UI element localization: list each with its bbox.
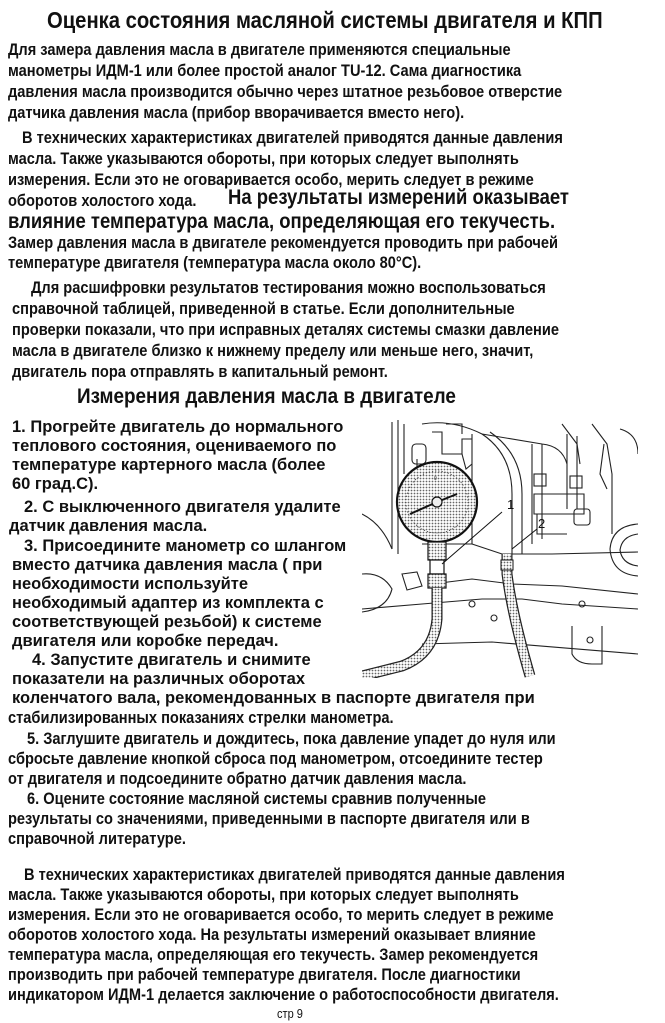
decode-line: двигатель пора отправлять в капитальный ремонт. xyxy=(12,362,388,381)
step-line: 5. Заглушите двигатель и дождитесь, пока давление упадет до нуля или xyxy=(27,729,556,748)
pressure-gauge xyxy=(397,462,477,542)
step-line: вместо датчика давления масла ( при xyxy=(12,556,323,574)
svg-text:0: 0 xyxy=(434,476,437,482)
decode-line: проверки показали, что при исправных деталях системы смазки давление xyxy=(12,320,559,339)
outro-line: оборотов холостого хода. На результаты измерений оказывает влияние xyxy=(8,925,536,944)
outro-line: В технических характеристиках двигателей приводятся данные давления xyxy=(24,865,565,884)
step-line: 6. Оцените состояние масляной системы сравнив полученные xyxy=(27,789,486,808)
step-line: температуре картерного масла (более xyxy=(12,456,326,474)
callout-label-2: 2 xyxy=(538,516,546,531)
callout-label-1: 1 xyxy=(507,497,515,512)
outro-line: производить при рабочей температуре двигателя. После диагностики xyxy=(8,965,521,984)
step-line: справочной литературе. xyxy=(8,829,186,848)
gauge-connector xyxy=(428,542,446,588)
pressure-gauge-illustration xyxy=(362,414,638,678)
gauge-hose xyxy=(362,588,437,676)
specs-line: измерения. Если это не оговаривается особо, мерить следует в режиме xyxy=(8,170,534,189)
step-line: 4. Запустите двигатель и снимите xyxy=(32,651,311,669)
step-line: 3. Присоедините манометр со шлангом xyxy=(24,537,347,555)
specs-line: масла. Также указываются обороты, при которых следует выполнять xyxy=(8,149,519,168)
step-line: 2. С выключенного двигателя удалите xyxy=(24,498,341,516)
specs-line: оборотов холостого хода. xyxy=(8,191,197,210)
callout-leader-2 xyxy=(512,529,537,549)
engine-background xyxy=(362,420,638,664)
step-line: показатели на различных оборотах xyxy=(12,670,306,688)
step-line: соответствующей резьбой) к системе xyxy=(12,613,322,631)
outro-line: измерения. Если это не оговаривается особо, то мерить следует в режиме xyxy=(8,905,554,924)
specs-line: температуре двигателя (температура масла около 80°С). xyxy=(8,253,422,272)
step-line: 60 град.С). xyxy=(12,475,99,493)
specs-emphasis: На результаты измерений оказывает xyxy=(228,186,569,209)
section-title: Измерения давления масла в двигателе xyxy=(77,385,456,408)
step-line: датчик давления масла. xyxy=(9,517,208,535)
step-line: необходимый адаптер из комплекта с xyxy=(12,594,324,612)
specs-line: Замер давления масла в двигателе рекомендуется проводить при рабочей xyxy=(8,233,559,252)
decode-line: масла в двигателе близко к нижнему пределу или меньше него, значит, xyxy=(12,341,534,360)
step-line: теплового состояния, оцениваемого по xyxy=(12,437,337,455)
decode-line: Для расшифровки результатов тестирования можно воспользоваться xyxy=(31,278,546,297)
intro-line: датчика давления масла (прибор вворачивается вместо него). xyxy=(8,103,465,122)
step-line: результаты со значениями, приведенными в паспорте двигателя или в xyxy=(8,809,530,828)
intro-line: манометры ИДМ-1 или более простой аналог TU-12. Сама диагностика xyxy=(8,61,522,80)
intro-line: Для замера давления масла в двигателе применяются специальные xyxy=(8,40,511,59)
page-title: Оценка состояния масляной системы двигателя и КПП xyxy=(47,7,603,33)
step-line: необходимости используйте xyxy=(12,575,249,593)
step-line: стабилизированных показаниях стрелки манометра. xyxy=(8,708,394,727)
step-line: 1. Прогрейте двигатель до нормального xyxy=(12,418,344,436)
outro-line: индикатором ИДМ-1 делается заключение о работоспособности двигателя. xyxy=(8,985,559,1004)
step-line: сбросьте давление кнопкой сброса под манометром, отсоедините тестер xyxy=(8,749,543,768)
specs-line: В технических характеристиках двигателей приводятся данные давления xyxy=(22,128,563,147)
step-line: двигателя или коробке передач. xyxy=(12,632,279,650)
decode-line: справочной таблицей, приведенной в статье. Если дополнительные xyxy=(12,299,515,318)
page-number: стр 9 xyxy=(277,1006,303,1021)
outro-line: масла. Также указываются обороты, при которых следует выполнять xyxy=(8,885,519,904)
step-line: от двигателя и подсоедините обратно датчик давления масла. xyxy=(8,769,467,788)
specs-emphasis: влияние температура масла, определяющая его текучесть. xyxy=(8,210,556,233)
intro-line: давления масла производится обычно через штатное резьбовое отверстие xyxy=(8,82,563,101)
outro-line: температура масла, определяющая его текучесть. Замер рекомендуется xyxy=(8,945,539,964)
oil-line-hose xyxy=(507,554,530,676)
step-line: коленчатого вала, рекомендованных в паспорте двигателя при xyxy=(12,689,535,707)
